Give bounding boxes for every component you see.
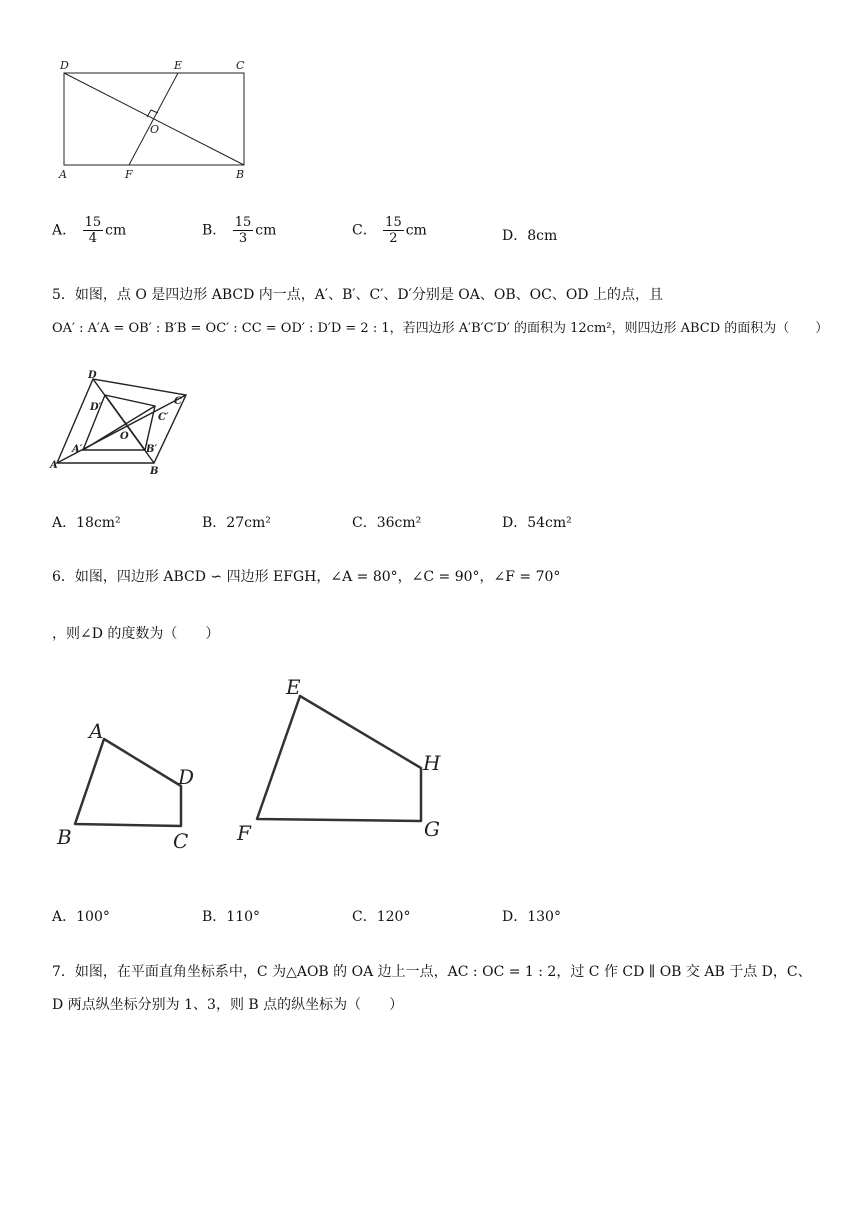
q6-label-f: F [237, 821, 251, 845]
q5-label-a2: A′ [72, 444, 83, 455]
q4-option-b[interactable]: B． $\frac{15}{3}$ cm [202, 215, 277, 246]
q4-label-a: A [59, 168, 67, 181]
q4-label-e: E [174, 59, 183, 72]
q6-label-d: D [178, 765, 195, 789]
q5-stem-line2: OA′ : A′A = OB′ : B′B = OC′ : CC = OD′ : D′D = 2 : 1，若四边形 A′B′C′D′ 的面积为 12cm²，则四边形 ABCD 的面积为（ ） [52, 321, 829, 336]
q6-label-c: C [173, 829, 189, 853]
q4-option-b-fraction: $\frac{15}{3}$ [234, 215, 252, 246]
q6-label-h: H [423, 751, 441, 775]
q5-option-b[interactable]: B．27cm² [202, 515, 271, 531]
q4-option-c[interactable]: C． $\frac{15}{2}$ cm [352, 215, 427, 246]
q6-option-b[interactable]: B．110° [202, 909, 261, 925]
q4-option-d[interactable]: D．8cm [502, 228, 558, 244]
q4-label-c: C [236, 59, 245, 72]
q5-label-b: B [150, 466, 159, 477]
q6-stem-line2: ，则∠D 的度数为（ ） [52, 626, 220, 642]
q5-stem-line1: 5．如图，点 O 是四边形 ABCD 内一点，A′、B′、C′、D′分别是 OA、OB、OC、OD 上的点，且 [52, 287, 663, 303]
q4-figure [50, 55, 265, 185]
q6-option-a[interactable]: A．100° [52, 909, 110, 925]
q5-option-d[interactable]: D．54cm² [502, 515, 572, 531]
q6-option-d[interactable]: D．130° [502, 909, 561, 925]
q4-label-f: F [125, 168, 133, 181]
q7-stem-line1: 7．如图，在平面直角坐标系中，C 为△AOB 的 OA 边上一点，AC : OC = 1 : 2，过 C 作 CD ∥ OB 交 AB 于点 D，C、 [52, 964, 812, 980]
q6-stem-line1: 6．如图，四边形 ABCD ∽ 四边形 EFGH，∠A = 80°，∠C = 90°，∠F = 70° [52, 569, 561, 585]
q6-quad-efgh [257, 696, 421, 821]
q6-figure [50, 668, 460, 858]
q5-label-b2: B′ [146, 444, 158, 455]
q5-label-c2: C′ [158, 412, 169, 423]
q6-label-a: A [89, 719, 104, 743]
q5-label-c: C [174, 396, 182, 407]
q6-quad-abcd [75, 739, 181, 826]
q5-option-c[interactable]: C．36cm² [352, 515, 422, 531]
q4-segment-ef [129, 73, 178, 165]
q4-option-c-fraction: $\frac{15}{2}$ [385, 215, 402, 246]
q5-label-d: D [88, 370, 97, 381]
q6-option-c[interactable]: C．120° [352, 909, 411, 925]
q4-label-b: B [236, 168, 245, 181]
q4-label-d: D [60, 59, 69, 72]
q5-label-a: A [50, 460, 58, 471]
q6-label-e: E [286, 675, 301, 699]
q5-label-o: O [120, 431, 129, 442]
q6-label-b: B [57, 825, 72, 849]
q4-label-o: O [150, 123, 160, 136]
q4-option-a-fraction: $\frac{15}{4}$ [84, 215, 102, 246]
q5-figure [48, 368, 198, 480]
q5-label-d2: D′ [90, 402, 102, 413]
q6-label-g: G [424, 817, 440, 841]
q4-option-a[interactable]: A． $\frac{15}{4}$ cm [52, 215, 127, 246]
q5-option-a[interactable]: A．18cm² [52, 515, 121, 531]
q7-stem-line2: D 两点纵坐标分别为 1、3，则 B 点的纵坐标为（ ） [52, 997, 404, 1013]
